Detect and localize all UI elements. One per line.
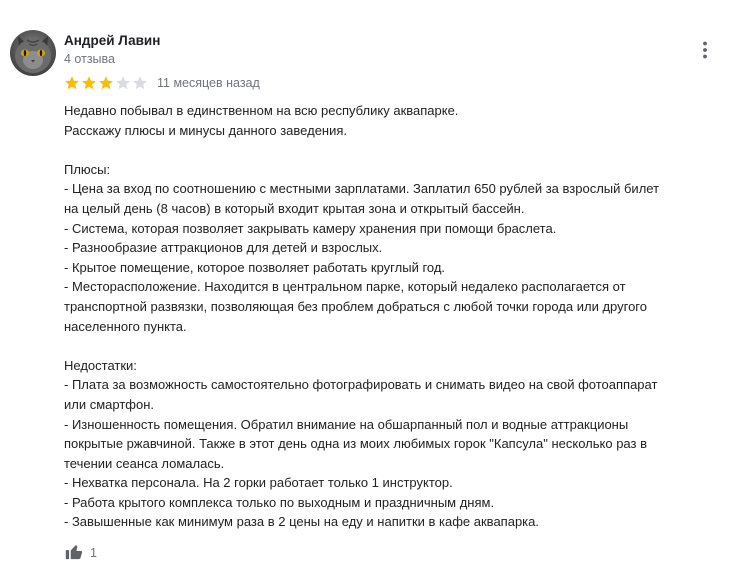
author-avatar[interactable] bbox=[10, 30, 56, 76]
review-text-line: - Изношенность помещения. Обратил внимание на обшарпанный пол и водные аттракционы bbox=[64, 416, 629, 432]
author-name[interactable]: Андрей Лавин bbox=[64, 33, 161, 48]
like-count: 1 bbox=[90, 546, 97, 560]
star-filled-icon bbox=[81, 75, 97, 91]
review-text-line: на целый день (8 часов) в который входит крытая зона и открытый бассейн. bbox=[64, 200, 525, 216]
more-options-button[interactable] bbox=[694, 38, 716, 62]
review-text-line: - Система, которая позволяет закрывать камеру хранения при помощи браслета. bbox=[64, 220, 557, 236]
rating-row bbox=[64, 74, 260, 92]
review-text-line: Расскажу плюсы и минусы данного заведения. bbox=[64, 122, 348, 138]
review-text-line: населенного пункта. bbox=[64, 318, 187, 334]
blank-line bbox=[64, 336, 744, 356]
review-text-line: - Месторасположение. Находится в центральном парке, который недалеко располагается от bbox=[64, 279, 626, 295]
review-text-line: - Крытое помещение, которое позволяет работать круглый год. bbox=[64, 259, 446, 275]
review-text-line: - Разнообразие аттракционов для детей и взрослых. bbox=[64, 240, 383, 256]
like-button[interactable] bbox=[64, 542, 84, 565]
review-text-line: Плюсы: bbox=[64, 161, 111, 177]
review-text-line: - Цена за вход по соотношению с местными зарплатами. Заплатил 650 рублей за взрослый билет bbox=[64, 181, 660, 197]
review-text-line: Недостатки: bbox=[64, 357, 137, 373]
review-text-line: течении сеанса ломалась. bbox=[64, 455, 225, 471]
star-empty-icon bbox=[132, 75, 148, 91]
star-rating bbox=[64, 75, 149, 91]
blank-line bbox=[64, 140, 744, 160]
review-text-line: - Работа крытого комплекса только по выходным и праздничным дням. bbox=[64, 494, 495, 510]
review-text-line: покрытые ржавчиной. Также в этот день одна из моих любимых горок "Капсула" несколько раз в bbox=[64, 436, 647, 452]
author-review-count: 4 отзыва bbox=[64, 52, 115, 66]
more-vert-icon bbox=[703, 41, 707, 59]
star-filled-icon bbox=[98, 75, 114, 91]
star-empty-icon bbox=[115, 75, 131, 91]
review-text-line: - Плата за возможность самостоятельно фотографировать и снимать видео на свой фотоаппарат bbox=[64, 377, 658, 393]
cat-avatar-icon bbox=[10, 30, 56, 76]
review-text-line: или смартфон. bbox=[64, 396, 155, 412]
review-text-line: Недавно побывал в единственном на всю республику аквапарке. bbox=[64, 103, 459, 118]
review-text-line: транспортной развязки, позволяющая без проблем добраться с любой точки города или другого bbox=[64, 298, 647, 314]
review-text bbox=[64, 101, 744, 532]
like-row bbox=[64, 543, 97, 563]
review-text-line: - Нехватка персонала. На 2 горки работает только 1 инструктор. bbox=[64, 475, 453, 491]
star-filled-icon bbox=[64, 75, 80, 91]
review-text-line: - Завышенные как минимум раза в 2 цены на еду и напитки в кафе аквапарка. bbox=[64, 514, 539, 530]
review-date: 11 месяцев назад bbox=[157, 76, 260, 90]
